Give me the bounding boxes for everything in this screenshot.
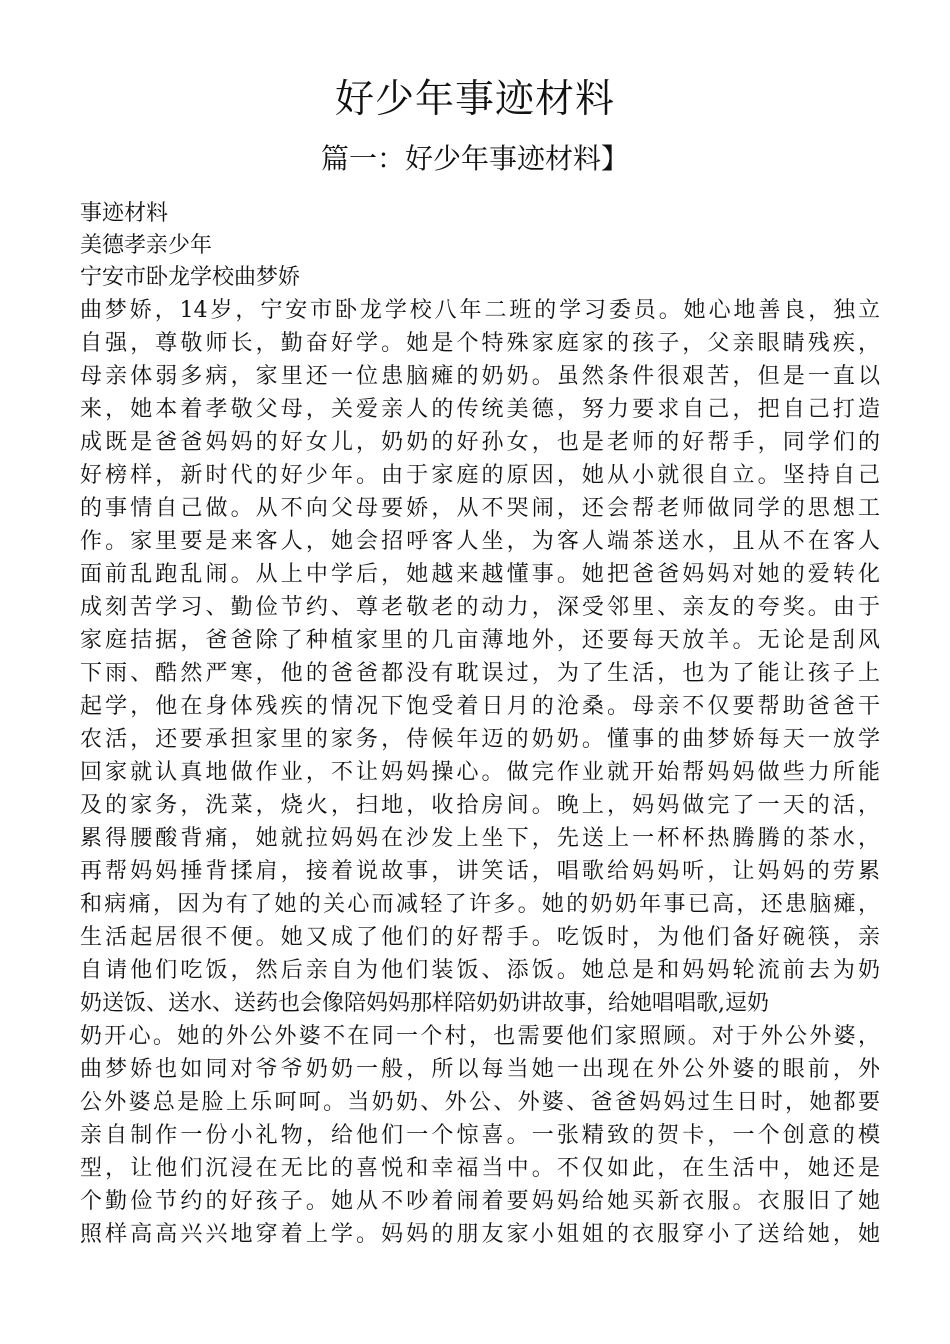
body-line: 农活，还要承担家里的家务，侍候年迈的奶奶。懂事的曲梦娇每天一放学	[80, 727, 880, 752]
body-line: 型，让他们沉浸在无比的喜悦和幸福当中。不仅如此，在生活中，她还是	[80, 1156, 880, 1181]
document-subtitle: 篇一：好少年事迹材料】	[320, 142, 629, 175]
body-line: 来，她本着孝敬父母，关爱亲人的传统美德，努力要求自己，把自己打造	[80, 397, 880, 422]
body-line: 面前乱跑乱闹。从上中学后，她越来越懂事。她把爸爸妈妈对她的爱转化	[80, 562, 880, 587]
meta-award: 美德孝亲少年	[80, 233, 213, 258]
body-line: 公外婆总是脸上乐呵呵。当奶奶、外公、外婆、爸爸妈妈过生日时，她都要	[80, 1090, 880, 1115]
body-line: 成既是爸爸妈妈的好女儿，奶奶的好孙女，也是老师的好帮手，同学们的	[80, 430, 880, 455]
body-line: 再帮妈妈捶背揉肩，接着说故事，讲笑话，唱歌给妈妈听，让妈妈的劳累	[80, 859, 880, 884]
body-line: 照样高高兴兴地穿着上学。妈妈的朋友家小姐姐的衣服穿小了送给她，她	[80, 1222, 880, 1247]
document-body	[80, 294, 880, 1251]
body-line: 生活起居很不便。她又成了他们的好帮手。吃饭时，为他们备好碗筷，亲	[80, 925, 880, 950]
body-line: 母亲体弱多病，家里还一位患脑瘫的奶奶。虽然条件很艰苦，但是一直以	[80, 364, 880, 389]
body-line: 曲梦娇，14岁，宁安市卧龙学校八年二班的学习委员。她心地善良，独立	[80, 298, 880, 323]
body-line: 回家就认真地做作业，不让妈妈操心。做完作业就开始帮妈妈做些力所能	[80, 760, 880, 785]
body-line: 奶送饭、送水、送药也会像陪妈妈那样陪奶奶讲故事，给她唱唱歌,逗奶	[80, 991, 769, 1016]
body-line: 及的家务，洗菜，烧火，扫地，收拾房间。晚上，妈妈做完了一天的活，	[80, 793, 880, 818]
body-line: 奶开心。她的外公外婆不在同一个村，也需要他们家照顾。对于外公外婆，	[80, 1024, 880, 1049]
body-line: 累得腰酸背痛，她就拉妈妈在沙发上坐下，先送上一杯杯热腾腾的茶水，	[80, 826, 880, 851]
body-line: 自强，尊敬师长，勤奋好学。她是个特殊家庭家的孩子，父亲眼睛残疾，	[80, 331, 880, 356]
document-title: 好少年事迹材料	[334, 77, 615, 122]
meta-category: 事迹材料	[80, 201, 169, 226]
body-line: 作。家里要是来客人，她会招呼客人坐，为客人端茶送水，且从不在客人	[80, 529, 880, 554]
body-line: 成刻苦学习、勤俭节约、尊老敬老的动力，深受邻里、亲友的夸奖。由于	[80, 595, 880, 620]
body-line: 好榜样，新时代的好少年。由于家庭的原因，她从小就很自立。坚持自己	[80, 463, 880, 488]
body-line: 家庭拮据，爸爸除了种植家里的几亩薄地外，还要每天放羊。无论是刮风	[80, 628, 880, 653]
meta-school-student: 宁安市卧龙学校曲梦娇	[80, 265, 301, 290]
body-line: 和病痛，因为有了她的关心而减轻了许多。她的奶奶年事已高，还患脑瘫，	[80, 892, 880, 917]
document-meta	[80, 198, 880, 294]
body-line: 的事情自己做。从不向父母要娇，从不哭闹，还会帮老师做同学的思想工	[80, 496, 880, 521]
body-line: 亲自制作一份小礼物，给他们一个惊喜。一张精致的贺卡，一个创意的模	[80, 1123, 880, 1148]
body-line: 起学，他在身体残疾的情况下饱受着日月的沧桑。母亲不仅要帮助爸爸干	[80, 694, 880, 719]
body-line: 个勤俭节约的好孩子。她从不吵着闹着要妈妈给她买新衣服。衣服旧了她	[80, 1189, 880, 1214]
body-line: 曲梦娇也如同对爷爷奶奶一般，所以每当她一出现在外公外婆的眼前，外	[80, 1057, 880, 1082]
body-line: 下雨、酷然严寒，他的爸爸都没有耽误过，为了生活，也为了能让孩子上	[80, 661, 880, 686]
body-line: 自请他们吃饭，然后亲自为他们装饭、添饭。她总是和妈妈轮流前去为奶	[80, 958, 880, 983]
